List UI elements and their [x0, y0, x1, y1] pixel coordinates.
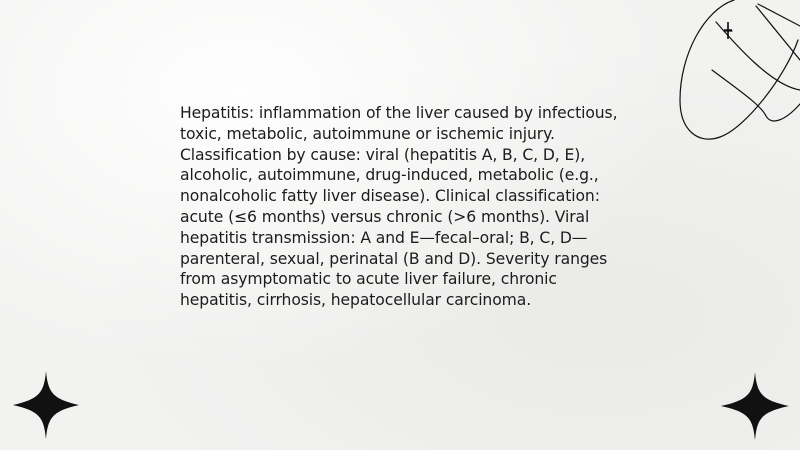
orbit-lines-icon [676, 0, 800, 145]
four-point-star-icon [13, 371, 79, 439]
slide-body-text: Hepatitis: inflammation of the liver caused by infectious, toxic, metabolic, autoimmune or ischemic injury. Classification by cause: viral (hepatitis A, B, C, D, E), alcoholic, autoimmune, drug-induced, metabolic (e.g., nonalcoholic fatty liver disease). Clinical classification: acute (≤6 months) versus chronic (>6 months). Viral hepatitis transmission: A and E—fecal–oral; B, C, D—parenteral, sexual, perinatal (B and D). Severity ranges from asymptomatic to acute liver failure, chronic hepatitis, cirrhosis, hepatocellular carcinoma. [180, 104, 618, 310]
four-point-star-icon [721, 372, 789, 440]
